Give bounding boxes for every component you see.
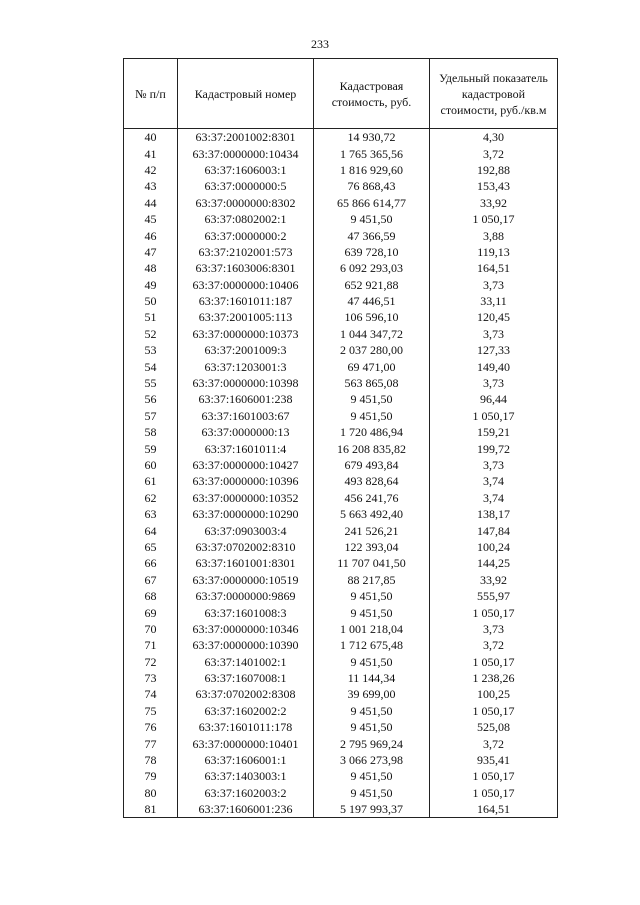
table-row: [124, 178, 558, 194]
cell-specific-value: 3,73: [430, 277, 558, 293]
cell-specific-value: 3,88: [430, 227, 558, 243]
table-row: [124, 604, 558, 620]
cell-cadastral-value: 9 451,50: [314, 391, 430, 407]
cell-cadastral-number: 63:37:0000000:10346: [178, 621, 314, 637]
header-cadastral-number: Кадастровый номер: [178, 59, 314, 129]
cell-cadastral-number: 63:37:0000000:9869: [178, 588, 314, 604]
cell-cadastral-number: 63:37:1601003:67: [178, 408, 314, 424]
table-row: [124, 440, 558, 456]
cell-cadastral-number: 63:37:2001002:8301: [178, 129, 314, 146]
cell-specific-value: 33,92: [430, 195, 558, 211]
cell-cadastral-number: 63:37:1601011:4: [178, 440, 314, 456]
cell-cadastral-number: 63:37:1601008:3: [178, 604, 314, 620]
cell-cadastral-value: 652 921,88: [314, 277, 430, 293]
cell-cadastral-number: 63:37:1606001:238: [178, 391, 314, 407]
table-row: [124, 670, 558, 686]
cell-cadastral-number: 63:37:0000000:10396: [178, 473, 314, 489]
table-row: [124, 539, 558, 555]
cell-cadastral-number: 63:37:0903003:4: [178, 522, 314, 538]
table-row: [124, 211, 558, 227]
cell-specific-value: 164,51: [430, 801, 558, 818]
cell-cadastral-number: 63:37:0000000:10373: [178, 326, 314, 342]
cell-cadastral-number: 63:37:0000000:8302: [178, 195, 314, 211]
cell-specific-value: 1 050,17: [430, 785, 558, 801]
cell-cadastral-value: 1 720 486,94: [314, 424, 430, 440]
cell-specific-value: 192,88: [430, 162, 558, 178]
table-row: [124, 506, 558, 522]
cell-specific-value: 138,17: [430, 506, 558, 522]
table-row: [124, 129, 558, 146]
cell-cadastral-number: 63:37:1403003:1: [178, 768, 314, 784]
cell-row-number: 75: [124, 703, 178, 719]
cell-cadastral-value: 456 241,76: [314, 490, 430, 506]
cell-cadastral-value: 11 707 041,50: [314, 555, 430, 571]
cell-row-number: 76: [124, 719, 178, 735]
cell-specific-value: 159,21: [430, 424, 558, 440]
cell-cadastral-value: 1 001 218,04: [314, 621, 430, 637]
cell-cadastral-number: 63:37:1602002:2: [178, 703, 314, 719]
cell-cadastral-number: 63:37:1601001:8301: [178, 555, 314, 571]
cell-row-number: 43: [124, 178, 178, 194]
cell-specific-value: 33,92: [430, 572, 558, 588]
page-number: 233: [311, 37, 329, 51]
table-row: [124, 162, 558, 178]
cell-specific-value: 100,24: [430, 539, 558, 555]
cell-specific-value: 3,73: [430, 457, 558, 473]
cell-row-number: 68: [124, 588, 178, 604]
table-row: [124, 735, 558, 751]
cell-row-number: 64: [124, 522, 178, 538]
cell-row-number: 66: [124, 555, 178, 571]
cell-specific-value: 1 050,17: [430, 768, 558, 784]
cell-cadastral-value: 88 217,85: [314, 572, 430, 588]
cell-specific-value: 4,30: [430, 129, 558, 146]
table-row: [124, 457, 558, 473]
cell-cadastral-value: 2 795 969,24: [314, 735, 430, 751]
cell-specific-value: 3,72: [430, 735, 558, 751]
cell-cadastral-number: 63:37:0802002:1: [178, 211, 314, 227]
cell-cadastral-value: 1 712 675,48: [314, 637, 430, 653]
cell-cadastral-value: 1 765 365,56: [314, 145, 430, 161]
cell-cadastral-number: 63:37:1607008:1: [178, 670, 314, 686]
table-row: [124, 768, 558, 784]
cell-cadastral-value: 639 728,10: [314, 244, 430, 260]
cell-specific-value: 96,44: [430, 391, 558, 407]
cell-row-number: 73: [124, 670, 178, 686]
cell-specific-value: 119,13: [430, 244, 558, 260]
cell-row-number: 40: [124, 129, 178, 146]
header-cadastral-value: Кадастровая стоимость, руб.: [314, 59, 430, 129]
cell-row-number: 54: [124, 358, 178, 374]
table-row: [124, 654, 558, 670]
cell-row-number: 69: [124, 604, 178, 620]
cell-cadastral-number: 63:37:0000000:10427: [178, 457, 314, 473]
cell-specific-value: 1 050,17: [430, 654, 558, 670]
cell-cadastral-number: 63:37:0702002:8308: [178, 686, 314, 702]
table-row: [124, 686, 558, 702]
cell-specific-value: 555,97: [430, 588, 558, 604]
table-row: [124, 391, 558, 407]
cell-cadastral-value: 493 828,64: [314, 473, 430, 489]
table-row: [124, 801, 558, 818]
cell-row-number: 42: [124, 162, 178, 178]
cell-specific-value: 144,25: [430, 555, 558, 571]
cell-row-number: 67: [124, 572, 178, 588]
cell-specific-value: 3,74: [430, 490, 558, 506]
cell-row-number: 62: [124, 490, 178, 506]
cell-cadastral-number: 63:37:0000000:13: [178, 424, 314, 440]
cell-cadastral-value: 106 596,10: [314, 309, 430, 325]
cell-cadastral-value: 5 197 993,37: [314, 801, 430, 818]
cell-cadastral-number: 63:37:0000000:2: [178, 227, 314, 243]
cell-cadastral-number: 63:37:0000000:10519: [178, 572, 314, 588]
cell-specific-value: 33,11: [430, 293, 558, 309]
cell-cadastral-number: 63:37:0702002:8310: [178, 539, 314, 555]
cell-row-number: 78: [124, 752, 178, 768]
cell-row-number: 47: [124, 244, 178, 260]
table-row: [124, 473, 558, 489]
table-row: [124, 703, 558, 719]
cell-cadastral-value: 9 451,50: [314, 768, 430, 784]
table-row: [124, 490, 558, 506]
table-row: [124, 309, 558, 325]
cell-specific-value: 1 050,17: [430, 703, 558, 719]
cell-specific-value: 525,08: [430, 719, 558, 735]
cell-row-number: 41: [124, 145, 178, 161]
cell-specific-value: 149,40: [430, 358, 558, 374]
cell-cadastral-value: 9 451,50: [314, 408, 430, 424]
cell-cadastral-number: 63:37:1603006:8301: [178, 260, 314, 276]
table-row: [124, 719, 558, 735]
cell-specific-value: 147,84: [430, 522, 558, 538]
table-row: [124, 752, 558, 768]
cell-row-number: 49: [124, 277, 178, 293]
table-row: [124, 522, 558, 538]
table-row: [124, 424, 558, 440]
table-row: [124, 326, 558, 342]
cell-cadastral-value: 9 451,50: [314, 785, 430, 801]
cell-specific-value: 1 050,17: [430, 604, 558, 620]
table-row: [124, 572, 558, 588]
cell-specific-value: 164,51: [430, 260, 558, 276]
cell-specific-value: 1 050,17: [430, 408, 558, 424]
table-row: [124, 358, 558, 374]
cell-cadastral-value: 5 663 492,40: [314, 506, 430, 522]
cell-row-number: 65: [124, 539, 178, 555]
cell-specific-value: 127,33: [430, 342, 558, 358]
cell-cadastral-number: 63:37:0000000:10352: [178, 490, 314, 506]
cell-row-number: 45: [124, 211, 178, 227]
cell-row-number: 59: [124, 440, 178, 456]
cell-row-number: 77: [124, 735, 178, 751]
table-row: [124, 408, 558, 424]
cell-cadastral-value: 47 366,59: [314, 227, 430, 243]
cell-row-number: 58: [124, 424, 178, 440]
header-row-number: № п/п: [124, 59, 178, 129]
cell-cadastral-value: 47 446,51: [314, 293, 430, 309]
cell-specific-value: 3,73: [430, 375, 558, 391]
cell-cadastral-number: 63:37:1606001:236: [178, 801, 314, 818]
cell-cadastral-number: 63:37:2001009:3: [178, 342, 314, 358]
cell-cadastral-value: 9 451,50: [314, 654, 430, 670]
cell-cadastral-value: 3 066 273,98: [314, 752, 430, 768]
cell-cadastral-number: 63:37:0000000:5: [178, 178, 314, 194]
cell-row-number: 53: [124, 342, 178, 358]
table-row: [124, 244, 558, 260]
table-row: [124, 342, 558, 358]
cell-cadastral-value: 65 866 614,77: [314, 195, 430, 211]
cell-cadastral-number: 63:37:2001005:113: [178, 309, 314, 325]
cell-specific-value: 100,25: [430, 686, 558, 702]
cell-cadastral-number: 63:37:1601011:178: [178, 719, 314, 735]
cell-row-number: 80: [124, 785, 178, 801]
table-body: [124, 129, 558, 818]
cell-cadastral-number: 63:37:1601011:187: [178, 293, 314, 309]
cell-cadastral-value: 69 471,00: [314, 358, 430, 374]
cell-cadastral-value: 14 930,72: [314, 129, 430, 146]
cell-specific-value: 120,45: [430, 309, 558, 325]
cell-cadastral-value: 1 044 347,72: [314, 326, 430, 342]
cell-cadastral-number: 63:37:0000000:10390: [178, 637, 314, 653]
cell-row-number: 70: [124, 621, 178, 637]
table-row: [124, 637, 558, 653]
cell-cadastral-number: 63:37:1602003:2: [178, 785, 314, 801]
cell-cadastral-value: 39 699,00: [314, 686, 430, 702]
cell-cadastral-number: 63:37:0000000:10434: [178, 145, 314, 161]
cell-row-number: 50: [124, 293, 178, 309]
cell-cadastral-number: 63:37:1606003:1: [178, 162, 314, 178]
cell-cadastral-number: 63:37:0000000:10290: [178, 506, 314, 522]
cell-cadastral-value: 9 451,50: [314, 588, 430, 604]
cell-specific-value: 3,72: [430, 637, 558, 653]
cell-specific-value: 199,72: [430, 440, 558, 456]
cell-cadastral-value: 16 208 835,82: [314, 440, 430, 456]
table-row: [124, 145, 558, 161]
cell-cadastral-value: 1 816 929,60: [314, 162, 430, 178]
cell-row-number: 74: [124, 686, 178, 702]
cell-cadastral-value: 563 865,08: [314, 375, 430, 391]
cell-row-number: 52: [124, 326, 178, 342]
cell-cadastral-number: 63:37:1401002:1: [178, 654, 314, 670]
table-row: [124, 260, 558, 276]
cell-cadastral-value: 11 144,34: [314, 670, 430, 686]
cell-cadastral-value: 2 037 280,00: [314, 342, 430, 358]
cell-cadastral-value: 9 451,50: [314, 604, 430, 620]
cell-cadastral-value: 9 451,50: [314, 719, 430, 735]
cell-row-number: 56: [124, 391, 178, 407]
cell-specific-value: 3,73: [430, 326, 558, 342]
cell-specific-value: 3,73: [430, 621, 558, 637]
cell-cadastral-number: 63:37:1606001:1: [178, 752, 314, 768]
table-header-row: [124, 59, 558, 129]
cell-row-number: 44: [124, 195, 178, 211]
cell-row-number: 61: [124, 473, 178, 489]
cell-cadastral-number: 63:37:0000000:10401: [178, 735, 314, 751]
cell-cadastral-value: 9 451,50: [314, 211, 430, 227]
table-row: [124, 277, 558, 293]
cell-specific-value: 1 238,26: [430, 670, 558, 686]
cell-row-number: 71: [124, 637, 178, 653]
cell-row-number: 48: [124, 260, 178, 276]
cell-row-number: 46: [124, 227, 178, 243]
table-row: [124, 588, 558, 604]
cell-row-number: 81: [124, 801, 178, 818]
cell-row-number: 72: [124, 654, 178, 670]
cell-cadastral-value: 9 451,50: [314, 703, 430, 719]
cell-cadastral-number: 63:37:2102001:573: [178, 244, 314, 260]
header-specific-value: Удельный показатель кадастровой стоимости, руб./кв.м: [430, 59, 558, 129]
cell-row-number: 51: [124, 309, 178, 325]
cell-row-number: 79: [124, 768, 178, 784]
cell-specific-value: 3,74: [430, 473, 558, 489]
table-row: [124, 227, 558, 243]
cell-specific-value: 1 050,17: [430, 211, 558, 227]
table-row: [124, 555, 558, 571]
cell-cadastral-value: 76 868,43: [314, 178, 430, 194]
cell-cadastral-value: 6 092 293,03: [314, 260, 430, 276]
cell-row-number: 63: [124, 506, 178, 522]
cell-cadastral-value: 241 526,21: [314, 522, 430, 538]
cell-row-number: 55: [124, 375, 178, 391]
cell-row-number: 60: [124, 457, 178, 473]
cell-cadastral-number: 63:37:0000000:10406: [178, 277, 314, 293]
cell-cadastral-number: 63:37:0000000:10398: [178, 375, 314, 391]
cell-specific-value: 3,72: [430, 145, 558, 161]
cell-cadastral-value: 679 493,84: [314, 457, 430, 473]
table-row: [124, 785, 558, 801]
table-row: [124, 375, 558, 391]
cell-specific-value: 935,41: [430, 752, 558, 768]
cell-cadastral-value: 122 393,04: [314, 539, 430, 555]
cadastral-table: [123, 58, 558, 818]
cell-specific-value: 153,43: [430, 178, 558, 194]
table-row: [124, 621, 558, 637]
table-row: [124, 195, 558, 211]
cell-row-number: 57: [124, 408, 178, 424]
cell-cadastral-number: 63:37:1203001:3: [178, 358, 314, 374]
table-row: [124, 293, 558, 309]
